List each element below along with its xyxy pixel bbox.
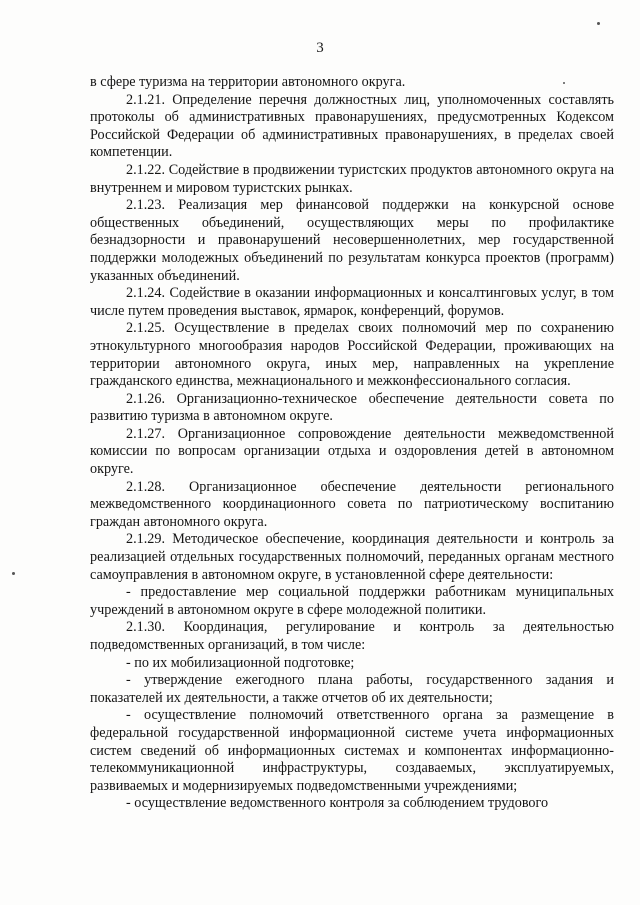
paragraph-2-1-25: 2.1.25. Осуществление в пределах своих полномочий мер по сохранению этнокультурного многообразия народов Российской Федерации, проживающих на территории автономного округа, иных мер, направленных на укрепление гражданского единства, межнационального и межконфессионального согласия. (90, 320, 614, 390)
paragraph-2-1-24: 2.1.24. Содействие в оказании информационных и консалтинговых услуг, в том числе путем проведения выставок, ярмарок, конференций, форумов. (90, 285, 614, 319)
scan-speck (597, 22, 600, 25)
list-item-information-systems: - осуществление полномочий ответственного органа за размещение в федеральной государственной информационной системе учета информационных систем сведений об информационных системах и компонентах информационно-телекоммуникационной инфраструктуры, создаваемых, эксплуатируемых, развиваемых и модернизируемых подведомственными учреждениями; (90, 707, 614, 794)
scan-speck (12, 572, 15, 575)
paragraph-2-1-26: 2.1.26. Организационно-техническое обеспечение деятельности совета по развитию туризма в автономном округе. (90, 390, 614, 425)
list-item-annual-plan: - утверждение ежегодного плана работы, государственного задания и показателей их деятельности, а также отчетов об их деятельности; (90, 672, 614, 706)
paragraph-continuation: в сфере туризма на территории автономного округа. (90, 74, 406, 90)
list-item-departmental-control: - осуществление ведомственного контроля за соблюдением трудового (126, 795, 549, 812)
paragraph-2-1-29: 2.1.29. Методическое обеспечение, координация деятельности и контроль за реализацией отдельных государственных полномочий, переданных органам местного самоуправления в автономном округе, в установленной сфере деятельности: (90, 531, 614, 583)
list-item-social-support: - предоставление мер социальной поддержки работникам муниципальных учреждений в автономном округе в сфере молодежной политики. (90, 584, 614, 618)
paragraph-2-1-27: 2.1.27. Организационное сопровождение деятельности межведомственной комиссии по вопросам организации отдыха и оздоровления детей в автономном округе. (90, 425, 614, 478)
paragraph-2-1-28: 2.1.28. Организационное обеспечение деятельности регионального межведомственного координационного совета по патриотическому воспитанию граждан автономного округа. (90, 478, 614, 530)
paragraph-2-1-21: 2.1.21. Определение перечня должностных лиц, уполномоченных составлять протоколы об административных правонарушениях, предусмотренных Кодексом Российской Федерации об административных правонарушениях, в пределах своей компетенции. (90, 91, 614, 161)
document-body (90, 74, 614, 813)
page-number: 3 (316, 40, 324, 56)
list-item-mobilization: - по их мобилизационной подготовке; (126, 654, 355, 671)
paragraph-2-1-23: 2.1.23. Реализация мер финансовой поддержки на конкурсной основе общественных объединений, осуществляющих меры по профилактике безнадзорности и правонарушений несовершеннолетних, мер государственной поддержки молодежных объединений по результатам конкурса проектов (программ) указанных объединений. (90, 197, 614, 284)
scan-speck (563, 82, 565, 84)
paragraph-2-1-22: 2.1.22. Содействие в продвижении туристских продуктов автономного округа на внутреннем и мировом туристских рынках. (90, 161, 614, 196)
paragraph-2-1-30: 2.1.30. Координация, регулирование и контроль за деятельностью подведомственных организаций, в том числе: (90, 619, 614, 653)
